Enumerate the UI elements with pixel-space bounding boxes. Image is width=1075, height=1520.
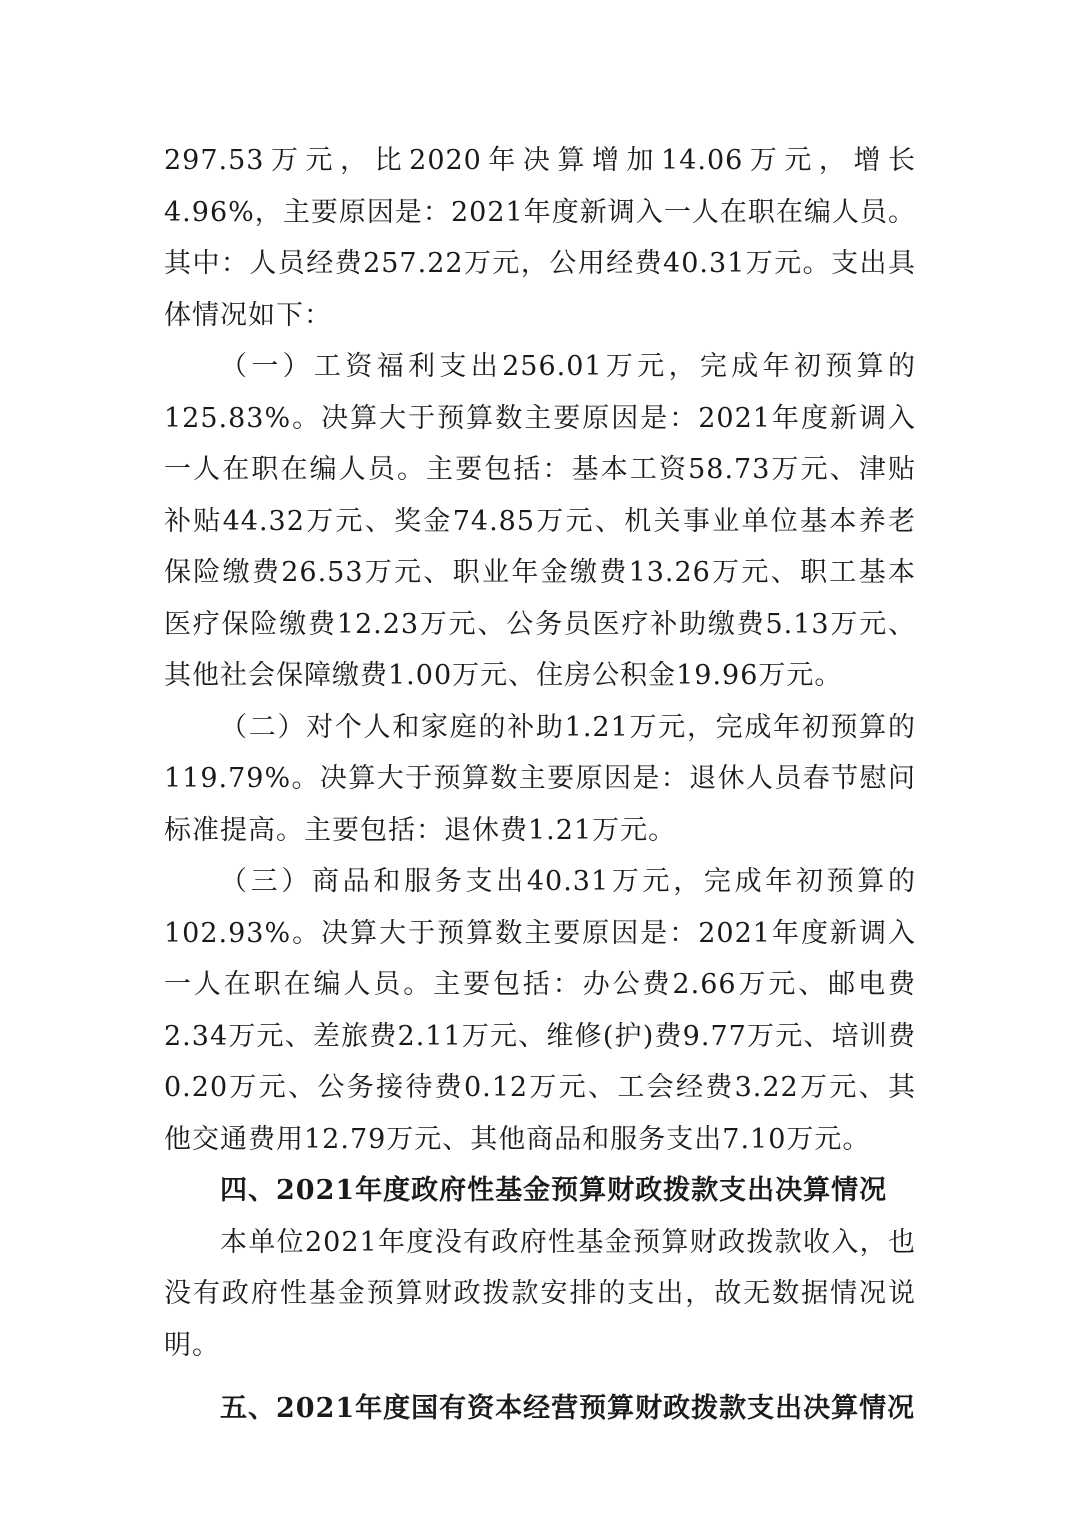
paragraph-goods-services: （三）商品和服务支出40.31万元，完成年初预算的102.93%。决算大于预算数主要原因是：2021年度新调入一人在职在编人员。主要包括：办公费2.66万元、邮电费2.34万元、差旅费2.11万元、维修(护)费9.77万元、培训费0.20万元、公务接待费0.12万元、工会经费3.22万元、其他交通费用12.79万元、其他商品和服务支出7.10万元。 (164, 866, 916, 1155)
paragraph-government-fund-note: 本单位2021年度没有政府性基金预算财政拨款收入，也没有政府性基金预算财政拨款安排的支出，故无数据情况说明。 (164, 1226, 916, 1361)
section-heading-government-fund: 四、2021年度政府性基金预算财政拨款支出决算情况 (220, 1175, 888, 1206)
paragraph-expenditure-summary: 297.53万元，比2020年决算增加14.06万元，增长4.96%，主要原因是：2021年度新调入一人在职在编人员。其中：人员经费257.22万元，公用经费40.31万元。支出具体情况如下： (164, 145, 916, 331)
document-body (164, 135, 916, 1435)
section-heading-state-capital: 五、2021年度国有资本经营预算财政拨款支出决算情况 (220, 1393, 916, 1424)
paragraph-personal-family-subsidy: （二）对个人和家庭的补助1.21万元，完成年初预算的119.79%。决算大于预算数主要原因是：退休人员春节慰问标准提高。主要包括：退休费1.21万元。 (164, 711, 916, 846)
paragraph-wages-welfare: （一）工资福利支出256.01万元，完成年初预算的125.83%。决算大于预算数主要原因是：2021年度新调入一人在职在编人员。主要包括：基本工资58.73万元、津贴补贴44.32万元、奖金74.85万元、机关事业单位基本养老保险缴费26.53万元、职业年金缴费13.26万元、职工基本医疗保险缴费12.23万元、公务员医疗补助缴费5.13万元、其他社会保障缴费1.00万元、住房公积金19.96万元。 (164, 351, 916, 691)
